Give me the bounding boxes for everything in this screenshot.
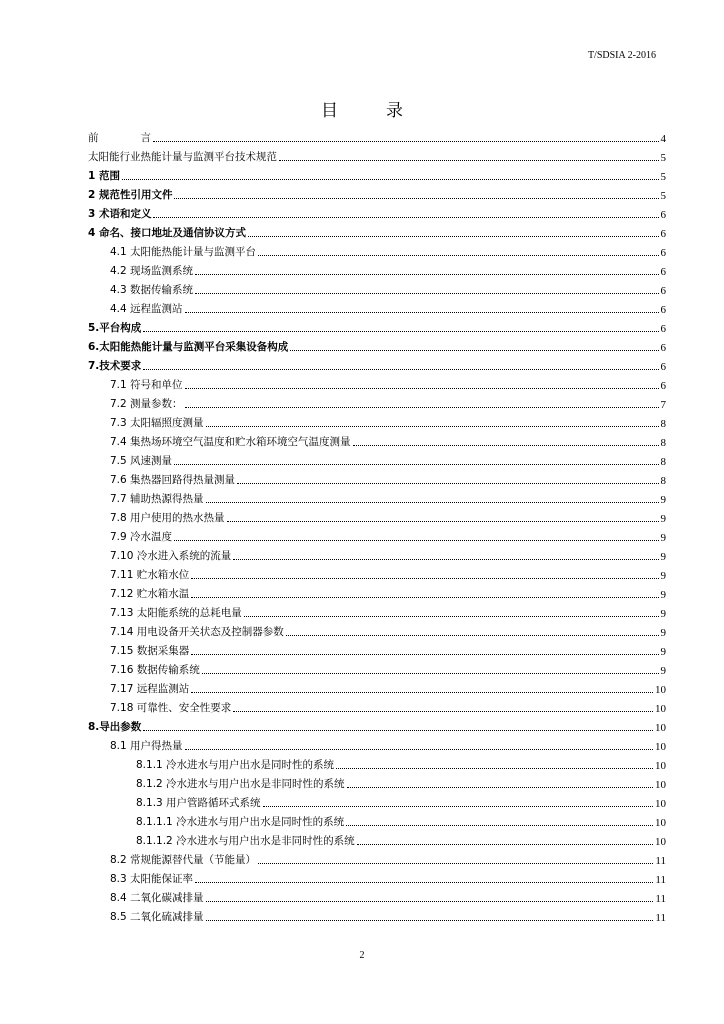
toc-dot-leader xyxy=(143,729,653,731)
toc-dot-leader xyxy=(237,482,658,484)
toc-dot-leader xyxy=(174,463,658,465)
toc-list xyxy=(88,126,666,924)
toc-dot-leader xyxy=(346,824,653,826)
toc-entry-page: 9 xyxy=(660,589,666,601)
toc-dot-leader xyxy=(206,501,659,503)
toc-dot-leader xyxy=(153,140,659,142)
toc-entry[interactable] xyxy=(88,677,666,696)
toc-entry-page: 6 xyxy=(660,304,666,316)
toc-entry[interactable] xyxy=(88,297,666,316)
toc-dot-leader xyxy=(286,634,659,636)
toc-title-part1: 目 xyxy=(321,101,338,121)
toc-entry-page: 6 xyxy=(660,209,666,221)
toc-entry[interactable] xyxy=(88,639,666,658)
toc-entry-page: 10 xyxy=(655,722,666,734)
toc-entry-page: 5 xyxy=(660,171,666,183)
toc-entry-label: 4.1 太阳能热能计量与监测平台 xyxy=(110,246,257,258)
toc-entry-label: 7.15 数据采集器 xyxy=(110,645,190,657)
toc-entry[interactable] xyxy=(88,164,666,183)
toc-entry-page: 5 xyxy=(660,190,666,202)
toc-entry[interactable] xyxy=(88,563,666,582)
toc-dot-leader xyxy=(206,919,654,921)
toc-entry-page: 6 xyxy=(660,228,666,240)
toc-entry-page: 11 xyxy=(655,912,666,924)
toc-entry-label: 5.平台构成 xyxy=(88,322,142,334)
toc-entry-page: 10 xyxy=(655,817,666,829)
toc-entry-page: 11 xyxy=(655,855,666,867)
toc-entry-label: 7.14 用电设备开关状态及控制器参数 xyxy=(110,626,284,638)
toc-entry[interactable] xyxy=(88,734,666,753)
toc-dot-leader xyxy=(206,425,659,427)
toc-entry[interactable] xyxy=(88,468,666,487)
toc-entry-label: 7.9 冷水温度 xyxy=(110,531,173,543)
toc-dot-leader xyxy=(185,406,659,408)
toc-dot-leader xyxy=(191,596,658,598)
toc-entry-page: 6 xyxy=(660,380,666,392)
toc-entry-label: 7.12 贮水箱水温 xyxy=(110,588,190,600)
toc-entry-label: 太阳能行业热能计量与监测平台技术规范 xyxy=(88,151,277,163)
toc-entry-label: 8.5 二氧化硫减排量 xyxy=(110,911,204,923)
toc-entry-label: 4 命名、接口地址及通信协议方式 xyxy=(88,227,246,239)
toc-entry-label: 7.5 风速测量 xyxy=(110,455,173,467)
toc-entry[interactable] xyxy=(88,905,666,924)
toc-entry-page: 10 xyxy=(655,779,666,791)
page-number: 2 xyxy=(359,950,365,961)
toc-entry-label: 2 规范性引用文件 xyxy=(88,189,173,201)
toc-entry[interactable] xyxy=(88,829,666,848)
toc-entry-label: 7.4 集热场环境空气温度和贮水箱环境空气温度测量 xyxy=(110,436,351,448)
toc-entry[interactable] xyxy=(88,202,666,221)
toc-entry-page: 6 xyxy=(660,361,666,373)
toc-entry-page: 8 xyxy=(660,475,666,487)
toc-entry-page: 9 xyxy=(660,570,666,582)
toc-entry-label: 7.2 测量参数： xyxy=(110,398,183,410)
toc-dot-leader xyxy=(290,349,658,351)
toc-entry[interactable] xyxy=(88,373,666,392)
toc-dot-leader xyxy=(143,330,658,332)
toc-entry[interactable] xyxy=(88,601,666,620)
toc-entry[interactable] xyxy=(88,392,666,411)
toc-dot-leader xyxy=(122,178,659,180)
toc-entry-page: 9 xyxy=(660,551,666,563)
toc-entry[interactable] xyxy=(88,848,666,867)
toc-entry-page: 11 xyxy=(655,893,666,905)
toc-entry-page: 7 xyxy=(660,399,666,411)
toc-entry-label: 4.2 现场监测系统 xyxy=(110,265,194,277)
toc-entry-label: 8.2 常规能源替代量（节能量） xyxy=(110,854,257,866)
toc-entry-label: 3 术语和定义 xyxy=(88,208,152,220)
toc-entry[interactable] xyxy=(88,145,666,164)
toc-entry[interactable] xyxy=(88,791,666,810)
toc-entry[interactable] xyxy=(88,221,666,240)
toc-entry-page: 6 xyxy=(660,247,666,259)
toc-entry-label: 7.16 数据传输系统 xyxy=(110,664,200,676)
toc-dot-leader xyxy=(347,786,653,788)
toc-dot-leader xyxy=(336,767,653,769)
toc-entry-page: 9 xyxy=(660,513,666,525)
toc-dot-leader xyxy=(185,387,659,389)
toc-entry-label: 7.8 用户使用的热水热量 xyxy=(110,512,225,524)
toc-dot-leader xyxy=(191,691,653,693)
toc-dot-leader xyxy=(174,197,658,199)
toc-entry-page: 9 xyxy=(660,494,666,506)
toc-entry-page: 9 xyxy=(660,627,666,639)
toc-entry[interactable] xyxy=(88,335,666,354)
toc-dot-leader xyxy=(244,615,659,617)
toc-dot-leader xyxy=(174,539,658,541)
toc-entry[interactable] xyxy=(88,411,666,430)
document-code: T/SDSIA 2-2016 xyxy=(587,50,656,61)
toc-entry-label: 8.1.3 用户管路循环式系统 xyxy=(136,797,261,809)
toc-entry-page: 6 xyxy=(660,342,666,354)
toc-dot-leader xyxy=(185,311,659,313)
toc-entry[interactable] xyxy=(88,259,666,278)
toc-entry[interactable] xyxy=(88,430,666,449)
toc-entry-label: 7.18 可靠性、安全性要求 xyxy=(110,702,232,714)
toc-entry[interactable] xyxy=(88,867,666,886)
toc-entry-page: 9 xyxy=(660,532,666,544)
toc-entry-label: 8.1 用户得热量 xyxy=(110,740,183,752)
toc-entry[interactable] xyxy=(88,772,666,791)
toc-entry-page: 10 xyxy=(655,760,666,772)
toc-dot-leader xyxy=(233,558,658,560)
toc-title-part2: 录 xyxy=(386,101,403,121)
toc-entry-label: 7.6 集热器回路得热量测量 xyxy=(110,474,236,486)
toc-entry-label: 4.3 数据传输系统 xyxy=(110,284,194,296)
toc-entry-label: 7.11 贮水箱水位 xyxy=(110,569,190,581)
toc-dot-leader xyxy=(153,216,658,218)
toc-entry-page: 4 xyxy=(660,133,666,145)
toc-entry-page: 11 xyxy=(655,874,666,886)
toc-entry-label: 8.1.1.2 冷水进水与用户出水是非同时性的系统 xyxy=(136,835,355,847)
toc-entry[interactable] xyxy=(88,449,666,468)
toc-entry-label: 1 范围 xyxy=(88,170,120,182)
toc-entry[interactable] xyxy=(88,810,666,829)
toc-entry[interactable] xyxy=(88,753,666,772)
toc-dot-leader xyxy=(279,159,659,161)
toc-entry-page: 9 xyxy=(660,608,666,620)
toc-entry-label: 4.4 远程监测站 xyxy=(110,303,183,315)
toc-entry-label: 7.1 符号和单位 xyxy=(110,379,183,391)
toc-entry[interactable] xyxy=(88,525,666,544)
toc-dot-leader xyxy=(258,862,653,864)
toc-entry[interactable] xyxy=(88,240,666,259)
toc-entry-label: 8.4 二氧化碳减排量 xyxy=(110,892,204,904)
toc-entry[interactable] xyxy=(88,354,666,373)
toc-entry[interactable] xyxy=(88,544,666,563)
toc-entry[interactable] xyxy=(88,487,666,506)
toc-entry-label: 6.太阳能热能计量与监测平台采集设备构成 xyxy=(88,341,289,353)
toc-entry-label: 8.1.1 冷水进水与用户出水是同时性的系统 xyxy=(136,759,335,771)
toc-dot-leader xyxy=(191,653,658,655)
toc-entry-page: 10 xyxy=(655,741,666,753)
toc-dot-leader xyxy=(357,843,653,845)
toc-dot-leader xyxy=(206,900,654,902)
toc-entry-page: 9 xyxy=(660,646,666,658)
toc-dot-leader xyxy=(195,273,658,275)
toc-entry-page: 5 xyxy=(660,152,666,164)
toc-entry-page: 8 xyxy=(660,418,666,430)
toc-entry-label: 8.1.1.1 冷水进水与用户出水是同时性的系统 xyxy=(136,816,345,828)
toc-entry-page: 10 xyxy=(655,703,666,715)
toc-entry-label: 7.13 太阳能系统的总耗电量 xyxy=(110,607,242,619)
toc-entry-page: 10 xyxy=(655,836,666,848)
toc-entry-page: 6 xyxy=(660,285,666,297)
toc-entry-page: 10 xyxy=(655,798,666,810)
toc-dot-leader xyxy=(258,254,658,256)
toc-title xyxy=(0,96,724,121)
toc-entry-page: 8 xyxy=(660,437,666,449)
toc-entry-label: 7.技术要求 xyxy=(88,360,142,372)
toc-entry[interactable] xyxy=(88,582,666,601)
toc-entry[interactable] xyxy=(88,886,666,905)
toc-entry-label: 7.10 冷水进入系统的流量 xyxy=(110,550,232,562)
toc-entry[interactable] xyxy=(88,506,666,525)
toc-entry[interactable] xyxy=(88,696,666,715)
toc-dot-leader xyxy=(195,881,653,883)
toc-entry-page: 6 xyxy=(660,266,666,278)
toc-entry-page: 6 xyxy=(660,323,666,335)
toc-dot-leader xyxy=(143,368,658,370)
toc-entry[interactable] xyxy=(88,183,666,202)
toc-dot-leader xyxy=(185,748,653,750)
toc-dot-leader xyxy=(227,520,659,522)
toc-entry[interactable] xyxy=(88,126,666,145)
toc-entry[interactable] xyxy=(88,620,666,639)
toc-dot-leader xyxy=(202,672,659,674)
toc-entry[interactable] xyxy=(88,715,666,734)
toc-entry-label: 8.3 太阳能保证率 xyxy=(110,873,194,885)
toc-entry-label: 8.1.2 冷水进水与用户出水是非同时性的系统 xyxy=(136,778,345,790)
toc-entry-page: 10 xyxy=(655,684,666,696)
toc-entry[interactable] xyxy=(88,316,666,335)
toc-entry-label: 7.17 远程监测站 xyxy=(110,683,190,695)
toc-dot-leader xyxy=(248,235,659,237)
toc-entry-label: 前 言 xyxy=(88,132,151,144)
toc-dot-leader xyxy=(191,577,658,579)
toc-dot-leader xyxy=(263,805,653,807)
toc-entry-page: 9 xyxy=(660,665,666,677)
toc-entry-label: 7.7 辅助热源得热量 xyxy=(110,493,204,505)
toc-entry[interactable] xyxy=(88,278,666,297)
toc-entry[interactable] xyxy=(88,658,666,677)
toc-dot-leader xyxy=(233,710,653,712)
toc-dot-leader xyxy=(195,292,658,294)
toc-entry-label: 7.3 太阳辐照度测量 xyxy=(110,417,204,429)
toc-dot-leader xyxy=(353,444,659,446)
toc-entry-label: 8.导出参数 xyxy=(88,721,142,733)
toc-entry-page: 8 xyxy=(660,456,666,468)
